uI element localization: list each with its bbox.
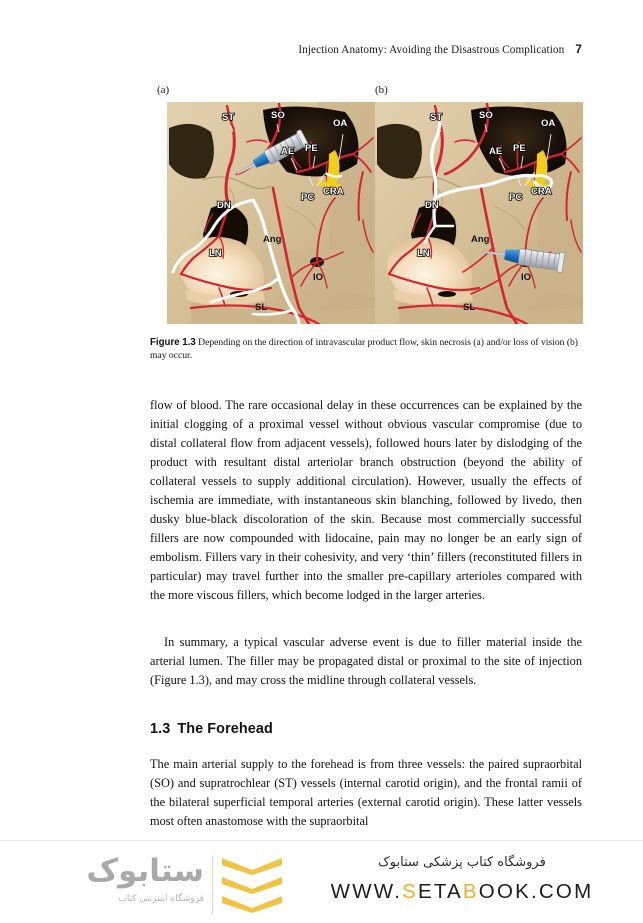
paragraph-1: flow of blood. The rare occasional delay in these occurrences can be explained by the initial clogging of a proximal vessel without obvious vascular compromise (due to distal collateral flow from adjacent vessels), followed hours later by dislodging of the product with resultant distal arteriolar branch obstruction (beyond the ability of collateral vessels to supply additional circulation). However, usually the effects of ischemia are immediate, with instantaneous skin blanching, followed by livedo, then dusky blue-black discoloration of the skin. Because most commercially successful fillers are now compounded with lidocaine, pain may no longer be an early sign of embolism. Fillers vary in their cohesivity, and very ‘thin’ fillers (reconstituted fillers in particular) may travel further into the smaller pre-capillary arterioles compared with the more viscous fillers, which become lodged in the larger arteries. — [150, 398, 582, 603]
svg-text:OA: OA — [333, 118, 348, 129]
figure-1-3 — [150, 84, 583, 324]
panel-letters — [150, 84, 583, 102]
skull-illustration-a — [167, 102, 375, 324]
svg-text:IO: IO — [521, 272, 532, 283]
chevron-down-icon — [222, 858, 282, 875]
site-url-char: W — [330, 880, 353, 903]
site-url-char: S — [402, 880, 418, 903]
svg-text:SL: SL — [255, 302, 268, 313]
svg-text:AE: AE — [489, 146, 503, 157]
section-spacer — [150, 690, 582, 720]
site-url-char: O — [478, 880, 497, 903]
chevron-down-icon — [222, 877, 282, 894]
svg-text:PE: PE — [305, 143, 318, 154]
logo-subtitle: فروشگاه اینترنتی کتاب — [118, 894, 204, 904]
running-head-title: Injection Anatomy: Avoiding the Disastrous Complication — [298, 44, 565, 56]
figure-panels — [150, 102, 583, 324]
panel-b-letter: (b) — [375, 84, 388, 96]
page-number: 7 — [575, 42, 582, 56]
svg-text:DN: DN — [425, 200, 439, 211]
site-url-char: T — [433, 880, 448, 903]
site-url-char: B — [462, 880, 479, 903]
svg-text:SO: SO — [479, 110, 493, 121]
figure-caption-label: Figure 1.3 — [150, 337, 196, 348]
site-url-char: . — [530, 880, 539, 903]
running-head — [150, 42, 582, 56]
skull-illustration-b — [375, 102, 583, 324]
setabook-logo[interactable] — [36, 850, 251, 916]
site-url-char: O — [555, 880, 575, 903]
panel-a-letter: (a) — [157, 84, 170, 96]
site-url-char: A — [447, 880, 463, 903]
svg-text:DN: DN — [217, 200, 231, 211]
body-column — [150, 396, 582, 831]
site-url-char: C — [538, 880, 556, 903]
svg-text:PC: PC — [301, 192, 315, 203]
site-url-char: O — [496, 880, 516, 903]
svg-text:LN: LN — [417, 248, 430, 259]
section-number: 1.3 — [150, 720, 171, 737]
svg-text:ST: ST — [222, 112, 235, 123]
site-tagline: فروشگاه کتاب پزشکی ستابوک — [378, 855, 546, 870]
svg-text:CRA: CRA — [323, 186, 344, 197]
svg-text:SO: SO — [271, 110, 285, 121]
site-url-char: W — [352, 880, 374, 903]
svg-text:Ang: Ang — [471, 234, 490, 245]
paragraph-3: The main arterial supply to the forehead is from three vessels: the paired supraorbital (SO) and supratrochlear (ST) vessels (internal carotid origin), and the frontal ramii of the bilateral superficial temporal arteries (external carotid origin). These latter vessels most often anastomose with the supraorbital — [150, 756, 582, 828]
svg-text:CRA: CRA — [531, 186, 552, 197]
svg-text:PE: PE — [513, 143, 526, 154]
figure-caption-text: Depending on the direction of intravascular product flow, skin necrosis (a) and/or loss of vision (b) may occur. — [150, 337, 579, 362]
paragraph-2: In summary, a typical vascular adverse event is due to filler material inside the arterial lumen. The filler may be propagated distal or proximal to the site of injection (Figure 1.3), and may cross the midline through collateral vessels. — [150, 634, 582, 687]
chevron-down-icon — [222, 896, 282, 913]
figure-panel-b — [375, 102, 583, 324]
chevron-stack-icon — [222, 856, 286, 918]
section-heading — [150, 720, 582, 738]
footer-watermark — [0, 840, 643, 922]
section-title: The Forehead — [177, 720, 273, 737]
logo-divider — [212, 856, 213, 914]
site-url-char: . — [394, 880, 403, 903]
svg-text:AE: AE — [281, 146, 295, 157]
site-url-char: W — [373, 880, 395, 903]
figure-caption — [150, 336, 583, 362]
figure-panel-a — [167, 102, 375, 324]
site-info — [297, 852, 627, 907]
site-url-char: M — [574, 880, 594, 903]
heading-spacer — [150, 738, 582, 755]
site-url-char: K — [515, 880, 531, 903]
svg-text:Ang: Ang — [263, 234, 282, 245]
svg-text:PC: PC — [509, 192, 523, 203]
svg-text:LN: LN — [209, 248, 222, 259]
svg-text:IO: IO — [313, 272, 324, 283]
svg-text:ST: ST — [430, 112, 443, 123]
svg-text:OA: OA — [541, 118, 556, 129]
site-url[interactable] — [297, 877, 627, 907]
site-url-char: E — [417, 880, 434, 903]
paragraph-spacer — [150, 606, 582, 633]
logo-wordmark: ستابوک — [86, 853, 204, 889]
svg-text:SL: SL — [463, 302, 476, 313]
